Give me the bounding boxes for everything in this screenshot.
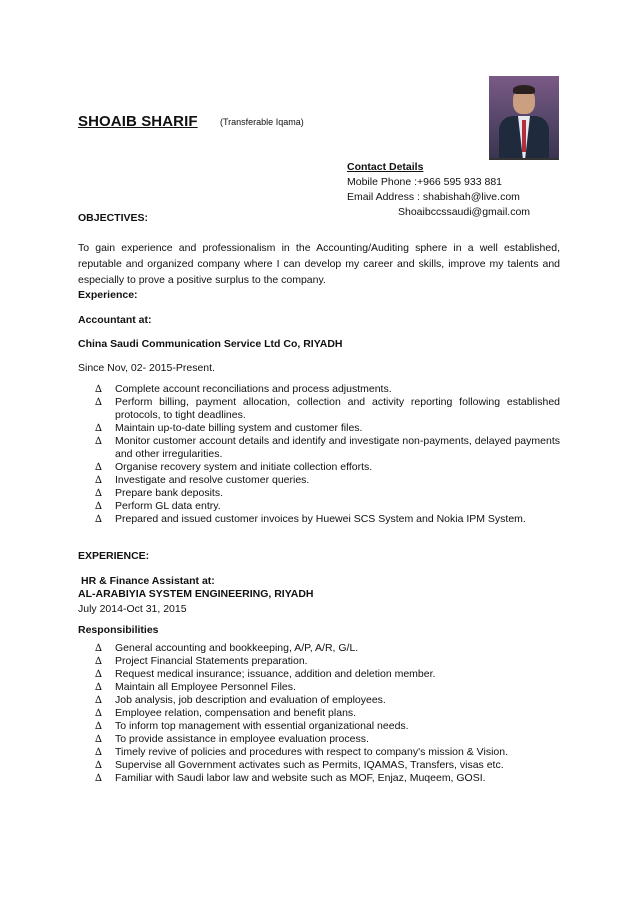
responsibilities-heading: Responsibilities	[78, 624, 159, 636]
list-item: ∆ Job analysis, job description and evaluation of employees.	[95, 694, 386, 706]
list-item: ∆ Perform GL data entry.	[95, 500, 221, 512]
triangle-bullet-icon: ∆	[95, 734, 102, 745]
job1-duties-list	[95, 383, 560, 526]
triangle-bullet-icon: ∆	[95, 682, 102, 693]
list-item: ∆ To inform top management with essential organizational needs.	[95, 720, 409, 732]
list-item: ∆ Monitor customer account details and identify and investigate non-payments, delayed payments and other irregularities.	[95, 435, 560, 460]
list-item: ∆ Familiar with Saudi labor law and website such as MOF, Enjaz, Muqeem, GOSI.	[95, 772, 486, 784]
job1-company: China Saudi Communication Service Ltd Co, RIYADH	[78, 338, 343, 350]
triangle-bullet-icon: ∆	[95, 721, 102, 732]
triangle-bullet-icon: ∆	[95, 462, 102, 473]
list-item: ∆ Maintain all Employee Personnel Files.	[95, 681, 296, 693]
job1-period: Since Nov, 02- 2015-Present.	[78, 362, 215, 374]
triangle-bullet-icon: ∆	[95, 773, 102, 784]
list-item: ∆ To provide assistance in employee evaluation process.	[95, 733, 369, 745]
job2-duties-list	[95, 642, 560, 785]
job2-period: July 2014-Oct 31, 2015	[78, 603, 187, 615]
triangle-bullet-icon: ∆	[95, 436, 102, 447]
triangle-bullet-icon: ∆	[95, 488, 102, 499]
list-item: ∆ General accounting and bookkeeping, A/P, A/R, G/L.	[95, 642, 359, 654]
triangle-bullet-icon: ∆	[95, 656, 102, 667]
list-item: ∆ Prepared and issued customer invoices by Huewei SCS System and Nokia IPM System.	[95, 513, 526, 525]
list-item: ∆ Employee relation, compensation and benefit plans.	[95, 707, 357, 719]
triangle-bullet-icon: ∆	[95, 423, 102, 434]
triangle-bullet-icon: ∆	[95, 501, 102, 512]
triangle-bullet-icon: ∆	[95, 760, 102, 771]
list-item: ∆ Investigate and resolve customer queries.	[95, 474, 310, 486]
contact-details	[347, 160, 530, 220]
contact-email-secondary[interactable]: Shoaibccssaudi@gmail.com	[398, 206, 531, 218]
photo-hair	[513, 85, 535, 94]
objectives-heading: OBJECTIVES:	[78, 212, 149, 224]
triangle-bullet-icon: ∆	[95, 384, 102, 395]
job2-role: HR & Finance Assistant at:	[81, 575, 215, 587]
triangle-bullet-icon: ∆	[95, 475, 102, 486]
list-item: ∆ Request medical insurance; issuance, addition and deletion member.	[95, 668, 436, 680]
job1-role: Accountant at:	[78, 314, 152, 326]
list-item: ∆ Complete account reconciliations and process adjustments.	[95, 383, 392, 395]
experience-heading: Experience:	[78, 289, 138, 301]
triangle-bullet-icon: ∆	[95, 643, 102, 654]
triangle-bullet-icon: ∆	[95, 669, 102, 680]
candidate-name: SHOAIB SHARIF	[78, 113, 198, 130]
list-item: ∆ Timely revive of policies and procedures with respect to company's mission & Vision.	[95, 746, 509, 758]
triangle-bullet-icon: ∆	[95, 747, 102, 758]
list-item: ∆ Maintain up-to-date billing system and customer files.	[95, 422, 363, 434]
list-item: ∆ Supervise all Government activates such as Permits, IQAMAS, Transfers, visas etc.	[95, 759, 504, 771]
list-item: ∆ Perform billing, payment allocation, collection and activity reporting following established protocols, to tight deadlines.	[95, 396, 560, 421]
experience2-heading: EXPERIENCE:	[78, 550, 150, 562]
triangle-bullet-icon: ∆	[95, 695, 102, 706]
list-item: ∆ Prepare bank deposits.	[95, 487, 223, 499]
contact-mobile: Mobile Phone :+966 595 933 881	[347, 176, 503, 188]
triangle-bullet-icon: ∆	[95, 514, 102, 525]
list-item: ∆ Organise recovery system and initiate collection efforts.	[95, 461, 373, 473]
job2-company: AL-ARABIYIA SYSTEM ENGINEERING, RIYADH	[78, 588, 314, 600]
contact-email[interactable]: Email Address : shabishah@live.com	[347, 191, 520, 203]
triangle-bullet-icon: ∆	[95, 397, 102, 408]
photo-tie	[522, 120, 526, 152]
candidate-name-note: (Transferable Iqama)	[220, 117, 304, 127]
triangle-bullet-icon: ∆	[95, 708, 102, 719]
list-item: ∆ Project Financial Statements preparation.	[95, 655, 308, 667]
profile-photo	[489, 76, 559, 158]
objectives-text: To gain experience and professionalism in the Accounting/Auditing sphere in a well established, reputable and organized company where I can develop my career and skills, improve my talents and especially to prove a positive surplus to the company.	[78, 242, 560, 286]
contact-heading: Contact Details	[347, 161, 424, 173]
